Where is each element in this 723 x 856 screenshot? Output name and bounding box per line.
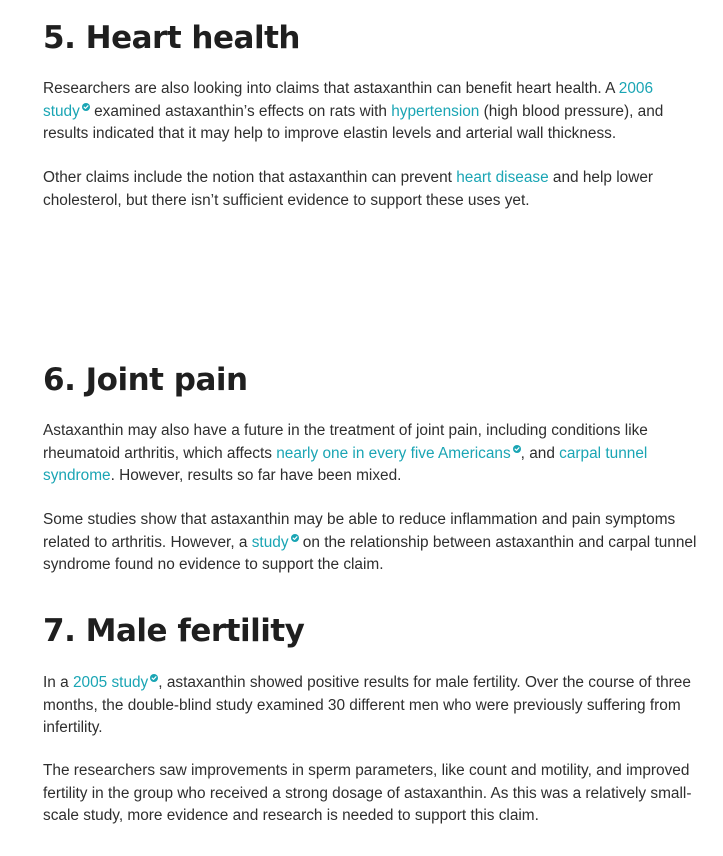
- check-circle-icon: [513, 445, 521, 453]
- section-heading-heart-health: 5. Heart health: [43, 20, 300, 56]
- paragraph: [43, 167, 683, 212]
- paragraph: [43, 509, 703, 577]
- text-span: (high blood pressure), and results indicated that it may help to improve elastin levels and arterial wall thickness.: [43, 102, 664, 142]
- text-span: on the relationship between astaxanthin and carpal tunnel syndrome found no evidence to support the claim.: [43, 533, 697, 573]
- check-circle-icon: [291, 534, 299, 542]
- section-heading-joint-pain: 6. Joint pain: [43, 362, 248, 398]
- link-2006-study[interactable]: 2006 study: [43, 80, 654, 120]
- text-span: Astaxanthin may also have a future in the treatment of joint pain, including conditions like rheumatoid arthritis, which affects: [43, 422, 648, 462]
- text-span: , and: [520, 444, 560, 462]
- text-span: , astaxanthin showed positive results for male fertility. Over the course of three months, the double-blind study examined 30 different men who were previously suffering from infertility.: [43, 674, 691, 736]
- paragraph: [43, 760, 713, 828]
- text-span: . However, results so far have been mixed.: [110, 467, 402, 484]
- paragraph: [43, 78, 683, 146]
- section-heading-male-fertility: 7. Male fertility: [43, 613, 305, 649]
- text-span: Other claims include the notion that astaxanthin can prevent: [43, 169, 457, 186]
- paragraph: [43, 672, 713, 740]
- link-study[interactable]: study: [251, 533, 289, 551]
- text-span: and help lower cholesterol, but there isn’t sufficient evidence to support these uses yet.: [43, 169, 654, 209]
- text-span: The researchers saw improvements in sperm parameters, like count and motility, and improved fertility in the group who received a strong dosage of astaxanthin. As this was a relatively small-scale study, more evidence and research is needed to support this claim.: [43, 762, 692, 824]
- check-circle-icon: [82, 103, 90, 111]
- text-span: Some studies show that astaxanthin may be able to reduce inflammation and pain symptoms related to arthritis. However, a: [43, 511, 676, 551]
- link-heart-disease[interactable]: heart disease: [456, 169, 549, 186]
- paragraph: [43, 420, 683, 488]
- link-2005-study[interactable]: 2005 study: [72, 674, 149, 691]
- text-span: Researchers are also looking into claims that astaxanthin can benefit heart health. A: [43, 80, 619, 97]
- link-carpal-tunnel-syndrome[interactable]: carpal tunnel syndrome: [43, 444, 648, 484]
- link-nearly-one-in-five-americans[interactable]: nearly one in every five Americans: [276, 444, 511, 462]
- link-hypertension[interactable]: hypertension: [391, 102, 480, 120]
- text-span: examined astaxanthin’s effects on rats with: [89, 102, 392, 120]
- text-span: In a: [43, 674, 73, 691]
